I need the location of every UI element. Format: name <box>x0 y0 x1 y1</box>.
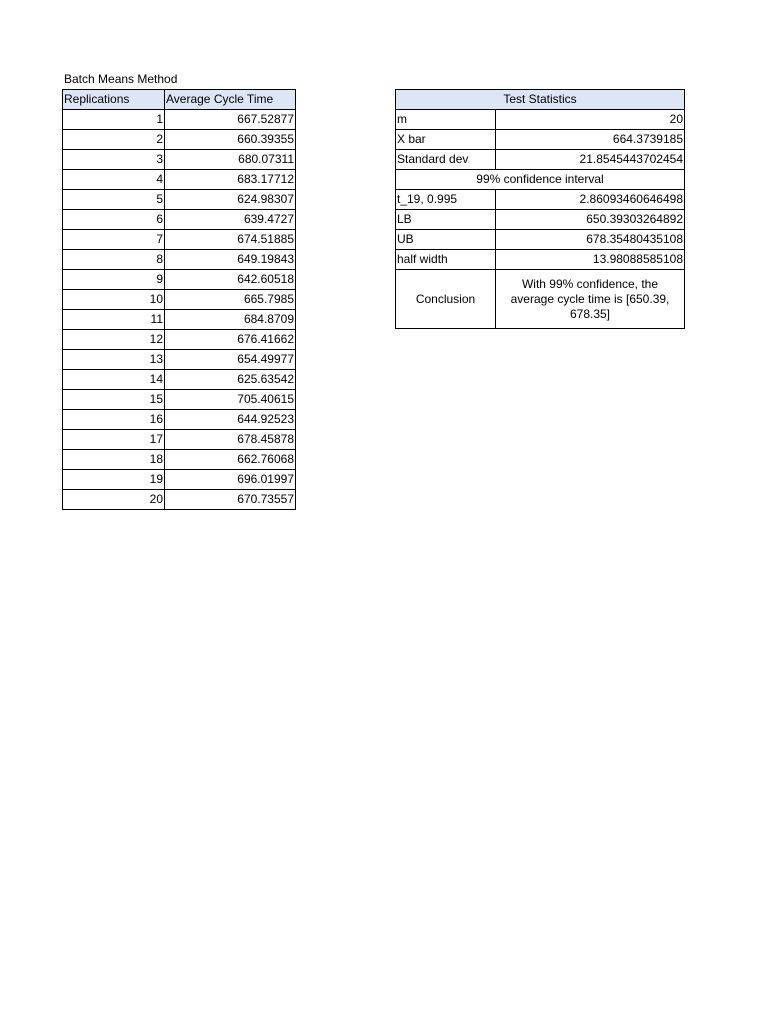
m-value: 20 <box>496 110 685 130</box>
table-row <box>63 110 296 130</box>
average-cycle-time-value: 639.4727 <box>165 210 296 230</box>
table-row <box>63 450 296 470</box>
table-row <box>63 490 296 510</box>
stats-header-row <box>396 90 685 110</box>
xbar-label: X bar <box>396 130 496 150</box>
table-row <box>63 250 296 270</box>
table-row <box>63 390 296 410</box>
stats-row-xbar <box>396 130 685 150</box>
replication-number: 11 <box>63 310 165 330</box>
average-cycle-time-value: 642.60518 <box>165 270 296 290</box>
replication-number: 9 <box>63 270 165 290</box>
average-cycle-time-value: 625.63542 <box>165 370 296 390</box>
average-cycle-time-value: 683.17712 <box>165 170 296 190</box>
replication-number: 14 <box>63 370 165 390</box>
t-statistic-value: 2.86093460646498 <box>496 190 685 210</box>
table-row <box>63 210 296 230</box>
replication-number: 13 <box>63 350 165 370</box>
replication-number: 4 <box>63 170 165 190</box>
stats-row-ci-header <box>396 170 685 190</box>
replication-number: 19 <box>63 470 165 490</box>
stats-row-m <box>396 110 685 130</box>
test-statistics-table <box>395 89 685 329</box>
table-row <box>63 410 296 430</box>
average-cycle-time-value: 649.19843 <box>165 250 296 270</box>
replication-number: 15 <box>63 390 165 410</box>
table-row <box>63 150 296 170</box>
average-cycle-time-value: 624.98307 <box>165 190 296 210</box>
replications-header-row <box>63 90 296 110</box>
table-row <box>63 430 296 450</box>
table-row <box>63 470 296 490</box>
replication-number: 16 <box>63 410 165 430</box>
table-row <box>63 190 296 210</box>
stats-row-t <box>396 190 685 210</box>
average-cycle-time-value: 670.73557 <box>165 490 296 510</box>
half-width-label: half width <box>396 250 496 270</box>
stats-row-lb <box>396 210 685 230</box>
conclusion-text: With 99% confidence, the average cycle time is [650.39, 678.35] <box>496 270 685 329</box>
m-label: m <box>396 110 496 130</box>
average-cycle-time-value: 654.49977 <box>165 350 296 370</box>
replication-number: 10 <box>63 290 165 310</box>
stats-row-ub <box>396 230 685 250</box>
stats-row-half-width <box>396 250 685 270</box>
stats-row-conclusion <box>396 270 685 329</box>
average-cycle-time-value: 662.76068 <box>165 450 296 470</box>
table-row <box>63 290 296 310</box>
lower-bound-value: 650.39303264892 <box>496 210 685 230</box>
conclusion-label: Conclusion <box>396 270 496 329</box>
half-width-value: 13.98088585108 <box>496 250 685 270</box>
xbar-value: 664.3739185 <box>496 130 685 150</box>
table-row <box>63 350 296 370</box>
replication-number: 8 <box>63 250 165 270</box>
average-cycle-time-value: 678.45878 <box>165 430 296 450</box>
sheet-title: Batch Means Method <box>64 72 178 86</box>
average-cycle-time-value: 680.07311 <box>165 150 296 170</box>
table-row <box>63 310 296 330</box>
average-cycle-time-value: 696.01997 <box>165 470 296 490</box>
standard-dev-label: Standard dev <box>396 150 496 170</box>
replication-number: 20 <box>63 490 165 510</box>
lower-bound-label: LB <box>396 210 496 230</box>
replications-table <box>62 89 296 510</box>
replication-number: 18 <box>63 450 165 470</box>
table-row <box>63 130 296 150</box>
stats-row-sd <box>396 150 685 170</box>
replication-number: 2 <box>63 130 165 150</box>
table-row <box>63 370 296 390</box>
upper-bound-value: 678.35480435108 <box>496 230 685 250</box>
t-statistic-label: t_19, 0.995 <box>396 190 496 210</box>
replication-number: 7 <box>63 230 165 250</box>
upper-bound-label: UB <box>396 230 496 250</box>
replications-table-body <box>63 110 296 510</box>
replication-number: 17 <box>63 430 165 450</box>
table-row <box>63 330 296 350</box>
replication-number: 1 <box>63 110 165 130</box>
average-cycle-time-value: 660.39355 <box>165 130 296 150</box>
replication-number: 5 <box>63 190 165 210</box>
average-cycle-time-value: 665.7985 <box>165 290 296 310</box>
standard-dev-value: 21.8545443702454 <box>496 150 685 170</box>
average-cycle-time-column-header: Average Cycle Time <box>165 90 296 110</box>
average-cycle-time-value: 676.41662 <box>165 330 296 350</box>
average-cycle-time-value: 667.52877 <box>165 110 296 130</box>
table-row <box>63 270 296 290</box>
replication-number: 6 <box>63 210 165 230</box>
average-cycle-time-value: 705.40615 <box>165 390 296 410</box>
table-row <box>63 170 296 190</box>
average-cycle-time-value: 684.8709 <box>165 310 296 330</box>
replication-number: 12 <box>63 330 165 350</box>
average-cycle-time-value: 644.92523 <box>165 410 296 430</box>
test-statistics-header: Test Statistics <box>396 90 685 110</box>
replication-number: 3 <box>63 150 165 170</box>
replications-column-header: Replications <box>63 90 165 110</box>
average-cycle-time-value: 674.51885 <box>165 230 296 250</box>
confidence-interval-header: 99% confidence interval <box>396 170 685 190</box>
table-row <box>63 230 296 250</box>
